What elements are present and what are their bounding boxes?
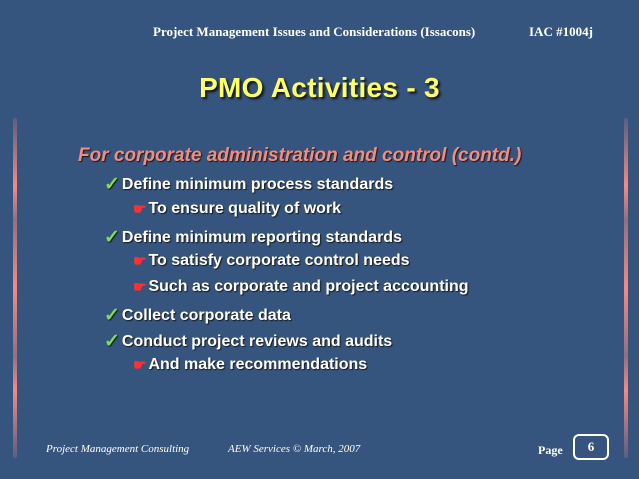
bullet-item (133, 200, 341, 218)
pointing-hand-icon: ☛ (133, 279, 147, 296)
bullet-item (133, 356, 367, 374)
bullet-text: To satisfy corporate control needs (148, 252, 410, 269)
bullet-item (104, 330, 392, 353)
pointing-hand-icon: ☛ (133, 357, 147, 374)
bullet-item (133, 252, 410, 270)
bullet-text: Such as corporate and project accounting (148, 278, 469, 295)
bullet-item (104, 304, 291, 327)
footer-copyright-text: AEW Services © March, 2007 (228, 443, 361, 455)
check-icon: ✓ (104, 305, 120, 326)
check-icon: ✓ (104, 174, 120, 195)
slide-title: PMO Activities - 3 (199, 72, 440, 103)
check-icon: ✓ (104, 227, 120, 248)
bullet-text: Collect corporate data (121, 306, 291, 324)
right-side-bar-decoration (624, 118, 628, 458)
check-icon: ✓ (104, 331, 120, 352)
bullet-item (133, 278, 469, 296)
bullet-text: Define minimum process standards (121, 175, 394, 193)
bullet-text: Define minimum reporting standards (121, 228, 402, 246)
left-side-bar-decoration (13, 118, 17, 458)
bullet-text: To ensure quality of work (148, 200, 342, 217)
page-number-box: 6 (573, 434, 609, 460)
bullet-text: And make recommendations (148, 356, 368, 373)
header-right-text: IAC #1004j (529, 24, 593, 39)
header-left-text: Project Management Issues and Considerations (Issacons) (153, 24, 476, 39)
bullet-text: Conduct project reviews and audits (121, 332, 393, 350)
pointing-hand-icon: ☛ (133, 253, 147, 270)
bullet-item (104, 226, 402, 249)
bullet-item (104, 173, 393, 196)
footer-company-text: Project Management Consulting (46, 443, 190, 455)
page-label: Page (538, 443, 563, 457)
pointing-hand-icon: ☛ (133, 201, 147, 218)
slide-subheading: For corporate administration and control (contd.) (78, 145, 522, 166)
